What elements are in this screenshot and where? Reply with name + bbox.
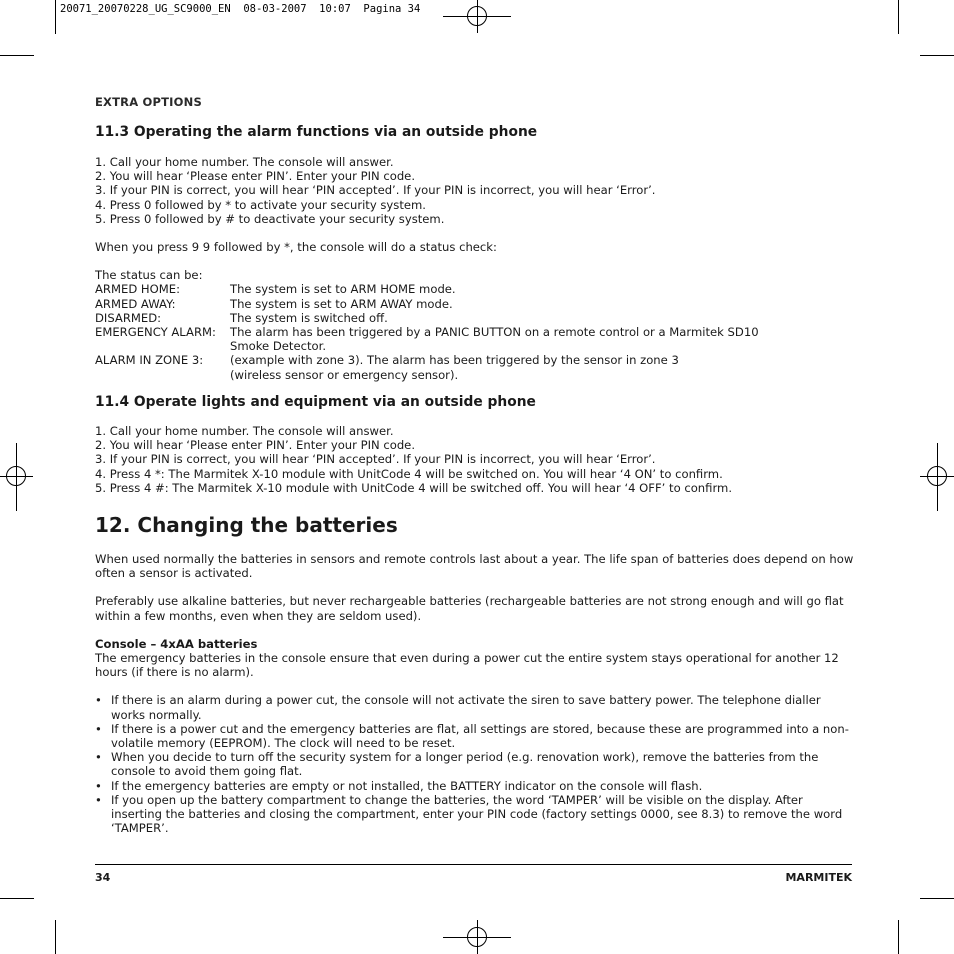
bullet-text: If you open up the battery compartment to change the batteries, the word ‘TAMPER’ will be visible on the display. After inserting the batteries and closing the compartment, enter your PIN code (factory settings 0000, see 8.3) to remove the word ‘TAMPER’. bbox=[111, 792, 843, 836]
status-check-text: When you press 9 9 followed by *, the console will do a status check: bbox=[95, 240, 497, 255]
print-slug: 20071_20070228_UG_SC9000_EN 08-03-2007 10:07 Pagina 34 bbox=[60, 3, 421, 15]
step-1: 1. Call your home number. The console will answer. bbox=[95, 155, 394, 169]
status-value bbox=[230, 325, 855, 353]
bullet-item bbox=[95, 793, 855, 836]
step-4: 4. Press 4 *: The Marmitek X-10 module with UnitCode 4 will be switched on. You will hear ‘4 ON’ to confirm. bbox=[95, 466, 723, 481]
status-key: ALARM IN ZONE 3: bbox=[95, 353, 204, 368]
status-row bbox=[95, 311, 855, 325]
bullet-item bbox=[95, 779, 855, 793]
status-value bbox=[230, 353, 855, 381]
status-key: EMERGENCY ALARM: bbox=[95, 325, 216, 340]
status-row bbox=[95, 282, 855, 296]
console-heading: Console – 4xAA batteries bbox=[95, 636, 258, 651]
step-2: 2. You will hear ‘Please enter PIN’. Enter your PIN code. bbox=[95, 438, 415, 453]
status-value: The system is switched off. bbox=[230, 310, 388, 325]
bullet-item bbox=[95, 750, 855, 778]
bullet-text: If there is a power cut and the emergency batteries are flat, all settings are stored, because these are programmed into a non-volatile memory (EEPROM). The clock will need to be reset. bbox=[111, 721, 849, 751]
crop-mark-bottom-right-h bbox=[920, 898, 954, 899]
step-2: 2. You will hear ‘Please enter PIN’. Enter your PIN code. bbox=[95, 169, 415, 184]
bullet-item bbox=[95, 693, 855, 721]
status-row bbox=[95, 297, 855, 311]
bullet-text: If the emergency batteries are empty or not installed, the BATTERY indicator on the console will flash. bbox=[111, 778, 703, 793]
status-intro: The status can be: bbox=[95, 268, 203, 283]
step-3: 3. If your PIN is correct, you will hear ‘PIN accepted’. If your PIN is incorrect, you will hear ‘Error’. bbox=[95, 452, 656, 467]
status-row bbox=[95, 325, 855, 353]
bullet-item bbox=[95, 722, 855, 750]
section-11-4-body bbox=[95, 424, 855, 495]
status-key: ARMED HOME: bbox=[95, 282, 181, 297]
bullet-icon: • bbox=[95, 693, 102, 708]
status-key: DISARMED: bbox=[95, 310, 162, 325]
paragraph: When used normally the batteries in sensors and remote controls last about a year. The life span of batteries does depend on how often a sensor is activated. bbox=[95, 552, 854, 581]
step-3: 3. If your PIN is correct, you will hear ‘PIN accepted’. If your PIN is incorrect, you will hear ‘Error’. bbox=[95, 183, 656, 198]
chapter-body bbox=[95, 552, 855, 835]
status-value-line-1: The alarm has been triggered by a PANIC BUTTON on a remote control or a Marmitek SD10 bbox=[230, 325, 759, 340]
crop-mark-top-left-h bbox=[0, 55, 34, 56]
crop-mark-bottom-left bbox=[55, 920, 56, 954]
status-value-line-2: (wireless sensor or emergency sensor). bbox=[230, 367, 459, 382]
chapter-title: 12. Changing the batteries bbox=[95, 513, 398, 537]
bullet-text: When you decide to turn off the security system for a longer period (e.g. renovation work), remove the batteries from the console to avoid them going flat. bbox=[111, 750, 819, 779]
bullet-text: If there is an alarm during a power cut, the console will not activate the siren to save battery power. The telephone dialler works normally. bbox=[111, 693, 821, 722]
crop-mark-bottom-right bbox=[898, 920, 899, 954]
status-value: The system is set to ARM AWAY mode. bbox=[230, 296, 453, 311]
crop-mark-bottom-left-h bbox=[0, 898, 34, 899]
bullet-icon: • bbox=[95, 721, 102, 736]
heading-11-3: 11.3 Operating the alarm functions via an outside phone bbox=[95, 124, 538, 140]
section-label: EXTRA OPTIONS bbox=[95, 95, 202, 109]
paragraph: Preferably use alkaline batteries, but never rechargeable batteries (rechargeable batteries are not strong enough and will go flat within a few months, even when they are seldom used). bbox=[95, 594, 844, 623]
step-5: 5. Press 0 followed by # to deactivate your security system. bbox=[95, 211, 445, 226]
crop-mark-top-right-h bbox=[920, 55, 954, 56]
status-value-line-1: (example with zone 3). The alarm has been triggered by the sensor in zone 3 bbox=[230, 353, 679, 368]
bullet-icon: • bbox=[95, 792, 102, 807]
bullet-icon: • bbox=[95, 778, 102, 793]
step-4: 4. Press 0 followed by * to activate your security system. bbox=[95, 197, 426, 212]
page-number: 34 bbox=[95, 871, 111, 884]
status-row bbox=[95, 353, 855, 381]
brand-name: MARMITEK bbox=[785, 871, 852, 884]
status-key: ARMED AWAY: bbox=[95, 296, 176, 311]
status-value-line-2: Smoke Detector. bbox=[230, 339, 327, 354]
section-11-3-body bbox=[95, 155, 855, 382]
bullet-icon: • bbox=[95, 750, 102, 765]
step-5: 5. Press 4 #: The Marmitek X-10 module with UnitCode 4 will be switched off. You will hear ‘4 OFF’ to confirm. bbox=[95, 480, 733, 495]
footer-rule bbox=[95, 864, 852, 865]
heading-11-4: 11.4 Operate lights and equipment via an outside phone bbox=[95, 394, 536, 410]
crop-mark-top-left bbox=[55, 0, 56, 34]
crop-mark-top-right bbox=[898, 0, 899, 34]
paragraph: The emergency batteries in the console ensure that even during a power cut the entire system stays operational for another 12 hours (if there is no alarm). bbox=[95, 651, 839, 680]
step-1: 1. Call your home number. The console will answer. bbox=[95, 424, 394, 438]
status-value: The system is set to ARM HOME mode. bbox=[230, 282, 456, 297]
